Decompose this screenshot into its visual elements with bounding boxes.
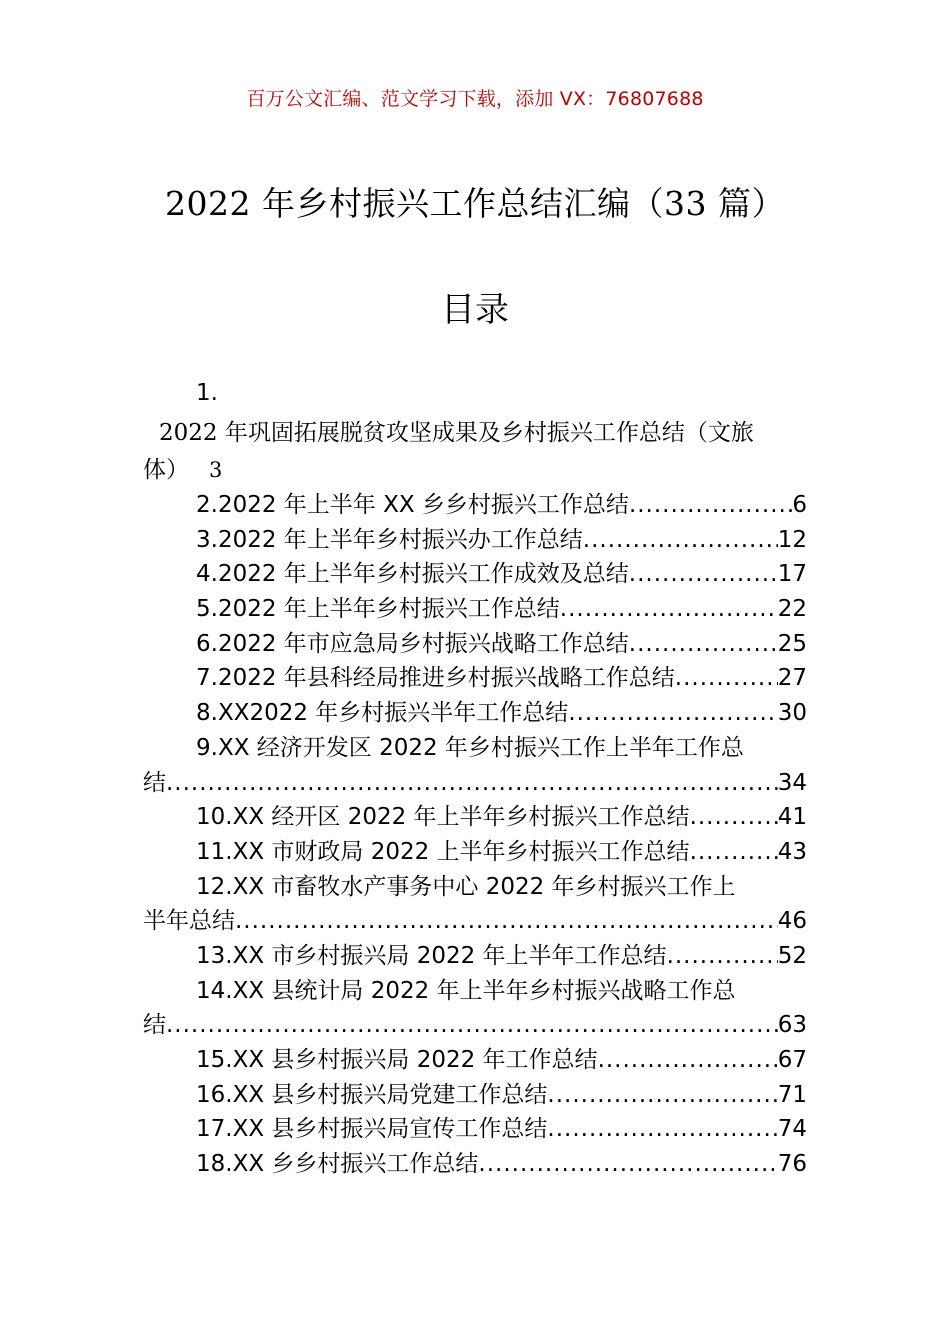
toc-entry-page: 67 bbox=[777, 1047, 807, 1073]
toc-entry-page: 63 bbox=[777, 1012, 807, 1039]
toc-entry-page: 52 bbox=[777, 942, 807, 969]
toc-entry-text: 10.XX 经开区 2022 年上半年乡村振兴工作总结 bbox=[196, 804, 690, 831]
toc-entry-18[interactable] bbox=[143, 1147, 807, 1182]
toc-entry-text-continued: 体） bbox=[143, 457, 189, 483]
toc-entry-page: 3 bbox=[209, 458, 223, 482]
toc-entry-page: 22 bbox=[777, 596, 807, 623]
dot-leader bbox=[629, 488, 792, 523]
toc-entry-17[interactable] bbox=[143, 1112, 807, 1147]
toc-entry-10[interactable] bbox=[143, 800, 807, 835]
toc-entry-text: 2022 年巩固拓展脱贫攻坚成果及乡村振兴工作总结（文旅 bbox=[159, 420, 754, 446]
dot-leader bbox=[667, 939, 778, 974]
toc-entry-text: 8.XX2022 年乡村振兴半年工作总结 bbox=[196, 700, 569, 727]
toc-entry-text: 9.XX 经济开发区 2022 年乡村振兴工作上半年工作总 bbox=[196, 734, 744, 761]
toc-entry-text: 5.2022 年上半年乡村振兴工作总结 bbox=[196, 596, 560, 623]
dot-leader bbox=[675, 661, 778, 696]
toc-entry-page: 6 bbox=[792, 492, 807, 518]
dot-leader bbox=[478, 1147, 777, 1182]
toc-entry-8[interactable] bbox=[143, 696, 807, 731]
dot-leader bbox=[690, 835, 778, 870]
toc-entry-text: 2.2022 年上半年 XX 乡乡村振兴工作总结 bbox=[196, 492, 629, 518]
toc-entry-7[interactable] bbox=[143, 661, 807, 696]
toc-entry-page: 27 bbox=[777, 665, 807, 692]
toc-entry-text-continued: 结 bbox=[143, 769, 166, 796]
dot-leader bbox=[166, 766, 778, 801]
download-notice: 百万公文汇编、范文学习下载，添加 VX：76807688 bbox=[246, 88, 704, 110]
toc-entry-text: 11.XX 市财政局 2022 上半年乡村振兴工作总结 bbox=[196, 838, 690, 865]
toc-entry-11[interactable] bbox=[143, 835, 807, 870]
toc-entry-text: 13.XX 市乡村振兴局 2022 年上半年工作总结 bbox=[196, 942, 667, 969]
toc-entry-page: 74 bbox=[777, 1116, 807, 1143]
dot-leader bbox=[690, 800, 778, 835]
dot-leader bbox=[560, 592, 778, 627]
toc-entry-1[interactable] bbox=[143, 372, 807, 488]
toc-entry-page: 25 bbox=[777, 630, 807, 657]
toc-entry-page: 76 bbox=[777, 1151, 807, 1178]
toc-entry-page: 12 bbox=[777, 526, 807, 553]
document-title: 2022 年乡村振兴工作总结汇编（33 篇） bbox=[165, 184, 785, 223]
toc-entry-text: 6.2022 年市应急局乡村振兴战略工作总结 bbox=[196, 630, 629, 657]
toc-entry-page: 30 bbox=[777, 700, 807, 727]
toc-entry-text: 3.2022 年上半年乡村振兴办工作总结 bbox=[196, 526, 583, 553]
dot-leader bbox=[547, 1078, 777, 1113]
toc-entry-4[interactable] bbox=[143, 557, 807, 592]
dot-leader bbox=[598, 1043, 778, 1078]
toc-entry-text: 15.XX 县乡村振兴局 2022 年工作总结 bbox=[196, 1047, 598, 1073]
toc-entry-14[interactable] bbox=[143, 974, 807, 1043]
dot-leader bbox=[166, 1008, 778, 1043]
toc-heading: 目录 bbox=[441, 290, 509, 330]
toc-entry-page: 71 bbox=[777, 1081, 807, 1108]
toc-entry-text: 17.XX 县乡村振兴局宣传工作总结 bbox=[196, 1116, 548, 1143]
dot-leader bbox=[568, 696, 777, 731]
toc-entry-9[interactable] bbox=[143, 731, 807, 800]
toc-entry-2[interactable] bbox=[143, 488, 807, 523]
dot-leader bbox=[235, 904, 778, 939]
toc-entry-5[interactable] bbox=[143, 592, 807, 627]
toc-entry-text: 12.XX 市畜牧水产事务中心 2022 年乡村振兴工作上 bbox=[196, 873, 736, 900]
toc-entry-text-continued: 结 bbox=[143, 1012, 166, 1039]
toc-entry-15[interactable] bbox=[143, 1043, 807, 1078]
toc-entry-page: 17 bbox=[777, 561, 807, 588]
toc-entry-number: 1. bbox=[196, 380, 218, 406]
toc-entry-text: 4.2022 年上半年乡村振兴工作成效及总结 bbox=[196, 561, 629, 588]
toc-entry-12[interactable] bbox=[143, 870, 807, 939]
toc-entry-text: 16.XX 县乡村振兴局党建工作总结 bbox=[196, 1081, 548, 1108]
toc-entry-16[interactable] bbox=[143, 1078, 807, 1113]
toc-entry-text: 14.XX 县统计局 2022 年上半年乡村振兴战略工作总 bbox=[196, 977, 736, 1004]
toc-entry-page: 46 bbox=[777, 908, 807, 935]
dot-leader bbox=[547, 1112, 777, 1147]
toc-entry-text-continued: 半年总结 bbox=[143, 908, 235, 935]
toc-entry-page: 34 bbox=[777, 769, 807, 796]
toc-entry-page: 41 bbox=[777, 804, 807, 831]
dot-leader bbox=[629, 627, 778, 662]
dot-leader bbox=[583, 523, 778, 558]
toc-entry-text: 7.2022 年县科经局推进乡村振兴战略工作总结 bbox=[196, 665, 675, 692]
table-of-contents bbox=[143, 372, 807, 1182]
dot-leader bbox=[629, 557, 778, 592]
toc-entry-list bbox=[143, 488, 807, 1182]
toc-entry-page: 43 bbox=[777, 838, 807, 865]
toc-entry-text: 18.XX 乡乡村振兴工作总结 bbox=[196, 1151, 479, 1178]
toc-entry-13[interactable] bbox=[143, 939, 807, 974]
toc-entry-3[interactable] bbox=[143, 523, 807, 558]
toc-entry-6[interactable] bbox=[143, 627, 807, 662]
